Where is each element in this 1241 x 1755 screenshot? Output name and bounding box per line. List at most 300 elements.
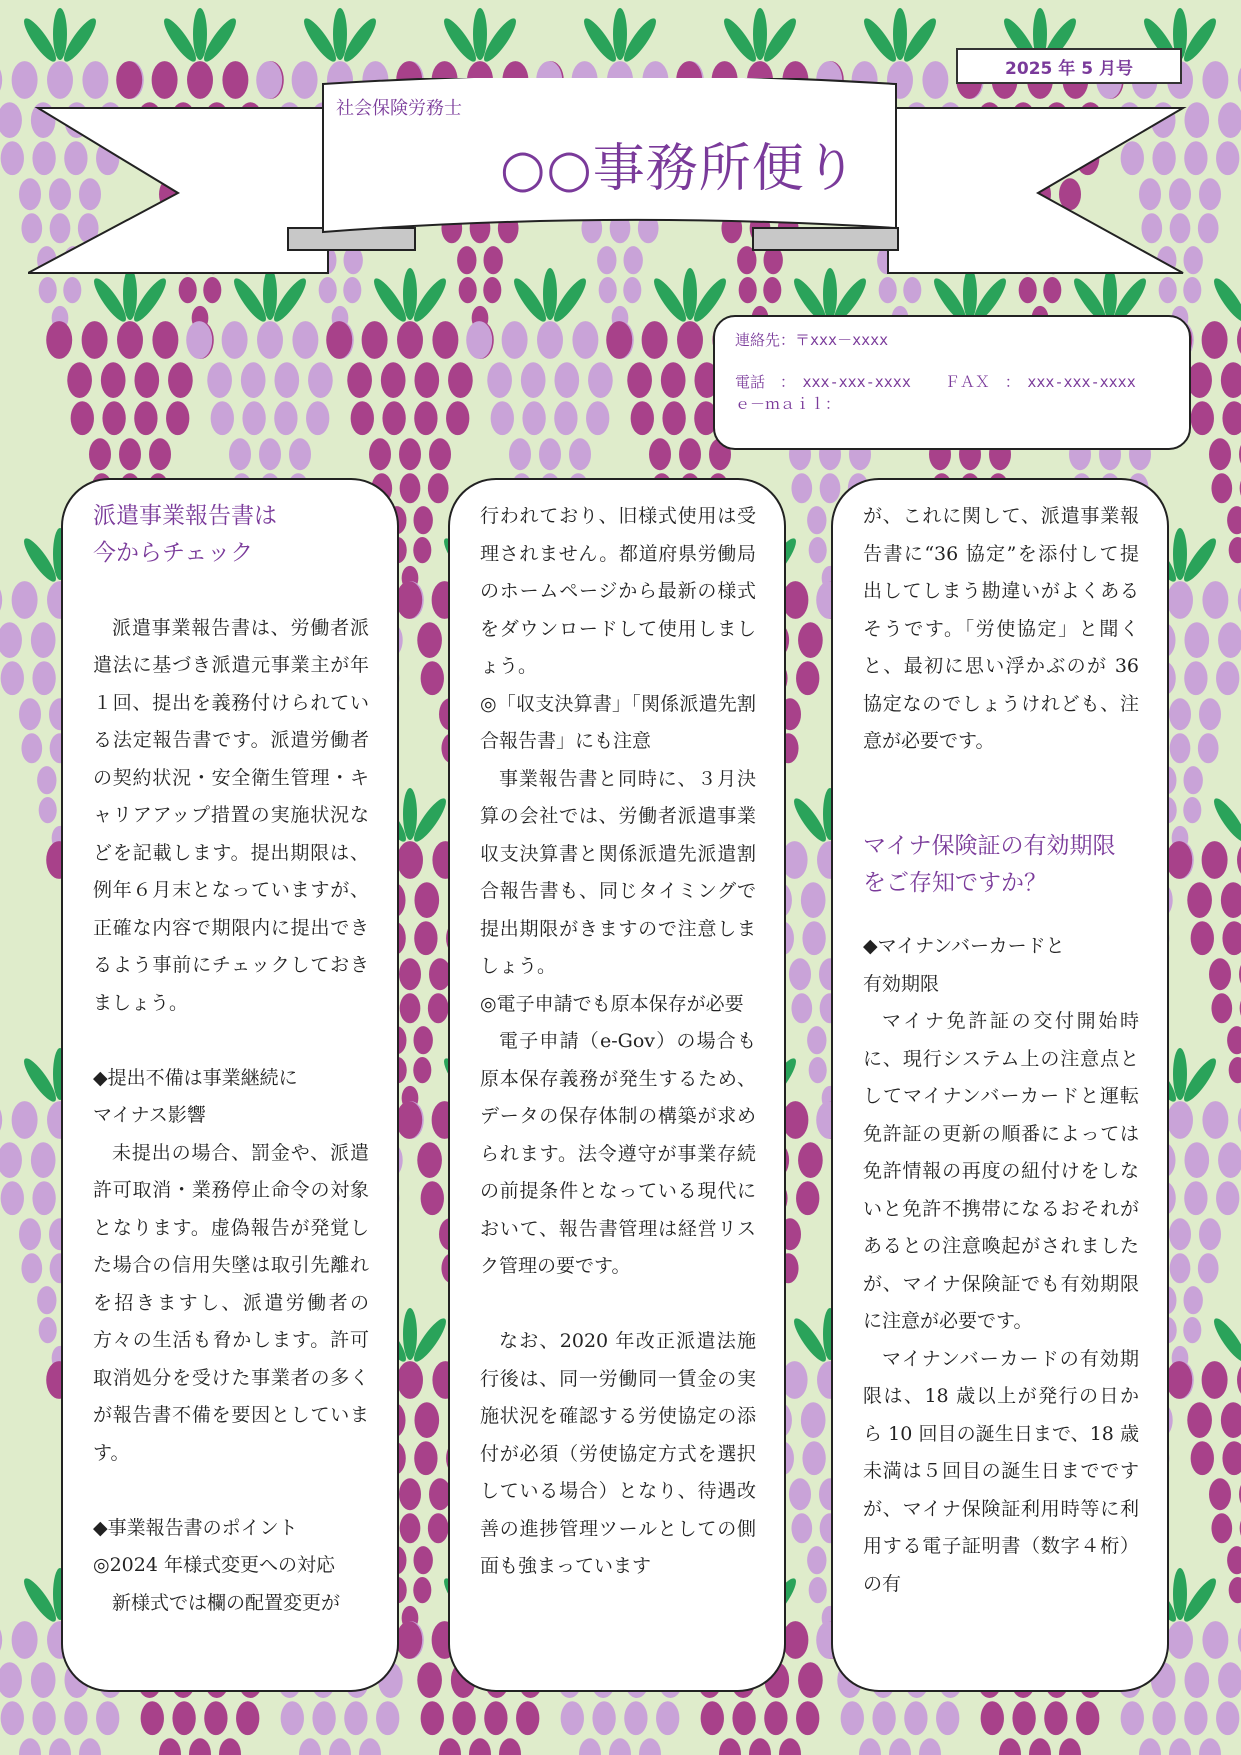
wisteria-petal [219,1738,241,1755]
wisteria-petal [1222,1441,1241,1475]
wisteria-petal [1218,622,1241,658]
wisteria-petal [413,537,431,563]
wisteria-petal [414,882,439,918]
wisteria-petal [1019,277,1037,303]
wisteria-petal [0,622,22,658]
wisteria-petal [1227,1546,1241,1574]
wisteria-petal [1152,1701,1175,1735]
wisteria-petal [502,321,528,359]
subheading: マイナス影響 [93,1104,206,1126]
wisteria-petal [64,1701,87,1735]
wisteria-petal [889,1738,911,1755]
wisteria-petal [1216,1701,1239,1735]
wisteria-petal [49,1738,71,1755]
wisteria-petal [469,1738,491,1755]
wisteria-petal [764,1701,787,1735]
article-heading-mynumber-2: をご存知ですか？ [863,870,1047,896]
wisteria-petal [186,321,212,359]
wisteria-petal [1202,1361,1228,1399]
wisteria-petal [588,362,613,398]
wisteria-petal [1184,661,1207,695]
wisteria-petal [801,1402,826,1438]
leaf [1209,795,1241,846]
wisteria-petal [1170,1253,1191,1283]
wisteria-petal [516,1701,539,1735]
subheading: 有効期限 [863,972,940,995]
wisteria-petal [32,661,55,695]
wisteria-petal [796,661,819,695]
wisteria-petal [1227,1026,1241,1054]
wisteria-petal [274,362,299,398]
wisteria-petal [31,1662,56,1698]
wisteria-petal [1237,841,1241,879]
wisteria-petal [414,1441,437,1475]
wisteria-petal [21,733,42,763]
wisteria-petal [19,1218,41,1250]
wisteria-petal [396,1621,422,1659]
leaf [193,8,207,60]
wisteria-petal [204,1701,227,1735]
leaf [1209,1315,1241,1366]
wisteria-petal [1076,1701,1099,1735]
wisteria-petal [802,921,825,955]
wisteria-petal [421,661,444,695]
wisteria-petal [791,1513,812,1543]
wisteria-petal [796,1181,819,1215]
wisteria-petal [82,321,108,359]
wisteria-petal [172,1701,195,1735]
subheading: ◎2024 年様式変更への対応 [93,1554,335,1576]
wisteria-petal [152,321,178,359]
wisteria-petal [399,958,421,990]
wisteria-petal [382,401,405,435]
wisteria-petal [381,362,406,398]
wisteria-petal [1198,1253,1219,1283]
wisteria-petal [396,1101,422,1139]
wisteria-petal [1221,362,1241,398]
leaf [753,8,767,60]
wisteria-petal [299,1738,321,1755]
wisteria-petal [679,438,701,470]
wisteria-petal [649,438,671,470]
wisteria-petal [782,581,808,619]
wisteria-petal [537,321,563,359]
leaf [1173,528,1187,580]
wisteria-petal [396,581,422,619]
wisteria-petal [1199,1738,1221,1755]
wisteria-petal [229,438,251,470]
wisteria-petal [1184,1701,1207,1735]
contact-phone-fax [735,371,1169,393]
wisteria-petal [1216,141,1239,175]
wisteria-petal [1221,1402,1241,1438]
wisteria-petal [0,1662,22,1698]
wisteria-petal [400,473,421,503]
wisteria-petal [1227,506,1241,534]
paragraph: 行われており、旧様式使用は受理されません。都道府県労働局のホームページから最新の様式をダウンロードして使用しましょう。 [480,505,756,677]
wisteria-petal [344,1701,367,1735]
wisteria-petal [1229,1057,1241,1083]
wisteria-petal [1199,698,1221,730]
subheading: ◆事業報告書のポイント [93,1516,298,1539]
wisteria-petal [789,1478,811,1510]
wisteria-petal [1202,581,1228,619]
wisteria-petal [1183,1317,1201,1343]
wisteria-petal [572,321,598,359]
wisteria-petal [308,362,333,398]
wisteria-petal [414,401,437,435]
wisteria-petal [579,1738,601,1755]
wisteria-petal [149,438,171,470]
wisteria-petal [1209,1478,1231,1510]
wisteria-petal [0,61,2,99]
wisteria-petal [452,1701,475,1735]
wisteria-petal [189,1738,211,1755]
wisteria-petal [134,362,159,398]
leaf [473,8,487,60]
wisteria-petal [37,766,56,794]
wisteria-petal [428,1513,449,1543]
wisteria-petal [1202,841,1228,879]
wisteria-petal [466,321,492,359]
wisteria-petal [376,1701,399,1735]
wisteria-petal [1166,1361,1192,1399]
paragraph: 新様式では欄の配置変更が [112,1591,341,1614]
wisteria-petal [1211,473,1232,503]
wisteria-petal [439,1738,461,1755]
wisteria-petal [1199,1218,1221,1250]
contact-address: 連絡先：〒xxx－xxxx [735,331,889,349]
wisteria-petal [1059,1738,1081,1755]
wisteria-petal [782,1621,808,1659]
wisteria-petal [1218,1662,1241,1698]
wisteria-petal [1139,1738,1161,1755]
leaf [1209,275,1241,326]
wisteria-petal [1209,958,1231,990]
wisteria-petal [569,438,591,470]
wisteria-petal [802,1441,825,1475]
wisteria-petal [807,1026,826,1054]
wisteria-petal [319,277,337,303]
wisteria-petal [39,797,57,823]
wisteria-petal [798,1142,823,1178]
wisteria-petal [459,277,477,303]
wisteria-petal [1167,1621,1193,1659]
wisteria-petal [446,401,469,435]
wisteria-petal [166,401,189,435]
wisteria-petal [807,1546,826,1574]
wisteria-petal [428,473,449,503]
wisteria-petal [662,401,685,435]
wisteria-petal [820,473,841,503]
wisteria-petal [798,1662,823,1698]
wisteria-petal [999,1738,1021,1755]
wisteria-petal [1218,102,1241,138]
wisteria-petal [117,321,143,359]
wisteria-petal [397,841,423,879]
wisteria-petal [1169,698,1191,730]
wisteria-petal [623,277,641,303]
wisteria-petal [1012,1701,1035,1735]
wisteria-petal [306,401,329,435]
wisteria-petal [39,1317,57,1343]
wisteria-petal [509,438,531,470]
subheading: ◆提出不備は事業継続に [93,1066,298,1089]
page-title: ○○事務所便り [500,139,858,199]
wisteria-petal [599,277,617,303]
wisteria-petal [554,401,577,435]
wisteria-petal [241,362,266,398]
leaf [403,788,417,840]
issue-label: 2025 年 5 月号 [956,48,1182,84]
wisteria-petal [369,438,391,470]
wisteria-petal [417,1662,442,1698]
wisteria-petal [521,362,546,398]
wisteria-petal [312,1701,335,1735]
wisteria-petal [782,1101,808,1139]
wisteria-petal [0,1621,2,1659]
wisteria-petal [289,438,311,470]
leaf [403,1308,417,1360]
wisteria-petal [1169,1738,1191,1755]
wisteria-petal [31,1142,56,1178]
wisteria-petal [242,401,265,435]
wisteria-petal [732,1701,755,1735]
wisteria-petal [96,1701,119,1735]
wisteria-petal [1183,797,1201,823]
leaf [333,8,347,60]
wisteria-petal [400,993,421,1023]
wisteria-petal [1191,921,1214,955]
wisteria-petal [101,362,126,398]
wisteria-petal [236,1701,259,1735]
wisteria-petal [292,321,318,359]
wisteria-petal [259,438,281,470]
wisteria-petal [119,438,141,470]
wisteria-petal [399,1478,421,1510]
wisteria-petal [414,1026,433,1054]
wisteria-petal [32,1181,55,1215]
wisteria-petal [779,1738,801,1755]
wisteria-petal [1216,661,1239,695]
wisteria-petal [677,321,703,359]
wisteria-petal [179,277,197,303]
wisteria-petal [586,401,609,435]
wisteria-petal [432,321,458,359]
wisteria-petal [37,1286,56,1314]
wisteria-petal [12,581,38,619]
wisteria-petal [0,1142,22,1178]
wisteria-petal [39,277,57,303]
wisteria-petal [414,362,439,398]
subtitle: 社会保険労務士 [336,98,462,119]
wisteria-petal [539,438,561,470]
wisteria-petal [859,1738,881,1755]
wisteria-petal [1,1701,24,1735]
paragraph: マイナ免許証の交付開始時に、現行システム上の注意点としてマイナンバーカードと運転免許証の更新の順番によっては免許情報の再度の紐付けをしないと免許不携帯になるおそれがあるとの注意喚起がされましたが、マイナ保険証でも有効期限に注意が必要です。 [863,1010,1139,1332]
wisteria-petal [499,1738,521,1755]
wisteria-petal [1159,277,1177,303]
wisteria-petal [448,362,473,398]
wisteria-petal [904,1701,927,1735]
wisteria-petal [1191,1441,1214,1475]
wisteria-petal [809,1057,827,1083]
wisteria-petal [801,882,826,918]
wisteria-petal [561,1701,584,1735]
wisteria-petal [981,1701,1004,1735]
wisteria-petal [1,141,24,175]
wisteria-petal [1044,1701,1067,1735]
wisteria-petal [1229,1577,1241,1603]
wisteria-petal [102,401,125,435]
wisteria-petal [1184,622,1209,658]
wisteria-petal [12,1101,38,1139]
wisteria-petal [421,1181,444,1215]
wisteria-petal [207,362,232,398]
wisteria-petal [399,438,421,470]
wisteria-petal [141,1701,164,1735]
wisteria-petal [21,1253,42,1283]
wisteria-petal [429,438,451,470]
wisteria-petal [281,1701,304,1735]
article-heading-dispatch-2: 今からチェック [93,540,254,566]
paragraph: が、これに関して、派遣事業報告書に“36 協定”を添付して提出してしまう勘違いがよくあるそうです。「労使協定」と聞くと、最初に思い浮かぶのが 36 協定なのでしょうけれども、注意が必要です。 [863,505,1139,752]
wisteria-petal [417,1142,442,1178]
wisteria-petal [487,362,512,398]
article-heading-dispatch-1: 派遣事業報告書は [93,503,277,529]
wisteria-petal [624,1701,647,1735]
wisteria-petal [414,1546,433,1574]
wisteria-petal [1184,102,1209,138]
paragraph: 派遣事業報告書は、労働者派遣法に基づき派遣元事業主が年１回、提出を義務付けられている法定報告書です。派遣労働者の契約状況・安全衛生管理・キャリアアップ措置の実施状況などを記載します。提出期限は、例年６月末となっていますが、正確な内容で期限内に提出できるよう事前にチェックしておきましょう。 [93,616,369,1014]
wisteria-petal [1167,1101,1193,1139]
contact-phone: 電話 ： xxx-xxx-xxxx [735,373,911,391]
wisteria-petal [491,401,514,435]
wisteria-petal [414,1402,439,1438]
wisteria-petal [397,1361,423,1399]
wisteria-petal [32,1701,55,1735]
wisteria-petal [1029,1738,1051,1755]
wisteria-petal [642,321,668,359]
wisteria-petal [1237,321,1241,359]
wisteria-petal [791,993,812,1023]
wisteria-petal [359,1738,381,1755]
wisteria-petal [627,362,652,398]
wisteria-petal [46,321,72,359]
wisteria-petal [1202,1621,1228,1659]
wisteria-petal [0,581,2,619]
wisteria-petal [1,1181,24,1215]
wisteria-petal [1166,841,1192,879]
wisteria-petal [606,321,632,359]
wisteria-petal [919,1738,941,1755]
wisteria-petal [1221,882,1241,918]
wisteria-petal [168,362,193,398]
wisteria-petal [796,1701,819,1735]
wisteria-petal [1237,1361,1241,1399]
wisteria-petal [807,506,826,534]
wisteria-petal [592,1701,615,1735]
wisteria-petal [0,102,22,138]
wisteria-petal [63,277,81,303]
contact-email: ｅ－ｍａｉｌ： [735,395,841,413]
wisteria-petal [701,1701,724,1735]
paragraph: 未提出の場合、罰金や、派遣許可取消・業務停止命令の対象となります。虚偽報告が発覚した場合の信用失墜は取引先離れを招きますし、派遣労働者の方々の生活も脅かします。許可取消処分を受けた事業者の多くが報告書不備を要因としています。 [93,1141,369,1464]
wisteria-petal [1202,1101,1228,1139]
wisteria-petal [347,362,372,398]
wisteria-petal [483,277,501,303]
contact-fax: ＦＡＸ ： xxx-xxx-xxxx [944,373,1136,391]
wisteria-petal [631,401,654,435]
wisteria-petal [639,1738,661,1755]
wisteria-petal [1,661,24,695]
column-1 [61,478,399,1692]
paragraph: マイナンバーカードの有効期限は、18 歳以上が発行の日から 10 回目の誕生日まで、18 歳未満は５回目の誕生日までですが、マイナ保険証利用時等に利用する電子証明書（数字４桁）の有 [863,1347,1139,1595]
wisteria-petal [1222,401,1241,435]
wisteria-petal [159,1738,181,1755]
wisteria-petal [1209,438,1231,470]
wisteria-petal [872,1701,895,1735]
leaf [1173,1048,1187,1100]
wisteria-petal [749,1738,771,1755]
wisteria-petal [841,1701,864,1735]
wisteria-petal [222,321,248,359]
subheading: ◆マイナンバーカードと [863,935,1065,957]
paragraph: 電子申請（e-Gov）の場合も原本保存義務が発生するため、データの保存体制の構築が求められます。法令遵守が事業存続の前提条件となっている現代において、報告書管理は経営リスク管理の要です。 [480,1030,756,1277]
wisteria-petal [903,277,921,303]
wisteria-petal [1184,766,1203,794]
paragraph: なお、2020 年改正派遣法施行後は、同一労働同一賃金の実施状況を確認する労使協定の添付が必須（労使協定方式を選択している場合）となり、待遇改善の進捗管理ツールとしての側面も強まっています [480,1330,756,1577]
wisteria-petal [19,698,41,730]
wisteria-petal [789,958,811,990]
wisteria-petal [257,321,283,359]
leaf [1173,1568,1187,1620]
leaf [53,8,67,60]
wisteria-petal [1218,1142,1241,1178]
wisteria-petal [791,473,812,503]
subheading: ◎電子申請でも原本保存が必要 [480,992,744,1015]
wisteria-petal [362,321,388,359]
wisteria-petal [1169,1218,1191,1250]
wisteria-petal [421,1701,444,1735]
wisteria-petal [739,277,757,303]
wisteria-petal [397,321,423,359]
wisteria-petal [31,622,56,658]
wisteria-petal [763,277,781,303]
wisteria-petal [1043,277,1061,303]
wisteria-petal [0,1101,2,1139]
wisteria-petal [809,537,827,563]
wisteria-petal [719,1738,741,1755]
wisteria-petal [1184,1286,1203,1314]
column-2 [448,478,786,1692]
contact-box [713,315,1191,450]
wisteria-petal [656,1701,679,1735]
wisteria-petal [413,1577,431,1603]
wisteria-petal [417,622,442,658]
wisteria-petal [79,1738,101,1755]
wisteria-petal [522,401,545,435]
wisteria-petal [1211,993,1232,1023]
wisteria-petal [428,993,449,1023]
paragraph: 事業報告書と同時に、３月決算の会社では、労働者派遣事業収支決算書と関係派遣先派遣割合報告書も、同じタイミングで提出期限がきますので注意しましょう。 [480,767,756,977]
wisteria-petal [343,277,361,303]
wisteria-petal [211,401,234,435]
wisteria-petal [326,321,352,359]
wisteria-petal [1167,581,1193,619]
wisteria-petal [71,401,94,435]
wisteria-petal [1216,1181,1239,1215]
